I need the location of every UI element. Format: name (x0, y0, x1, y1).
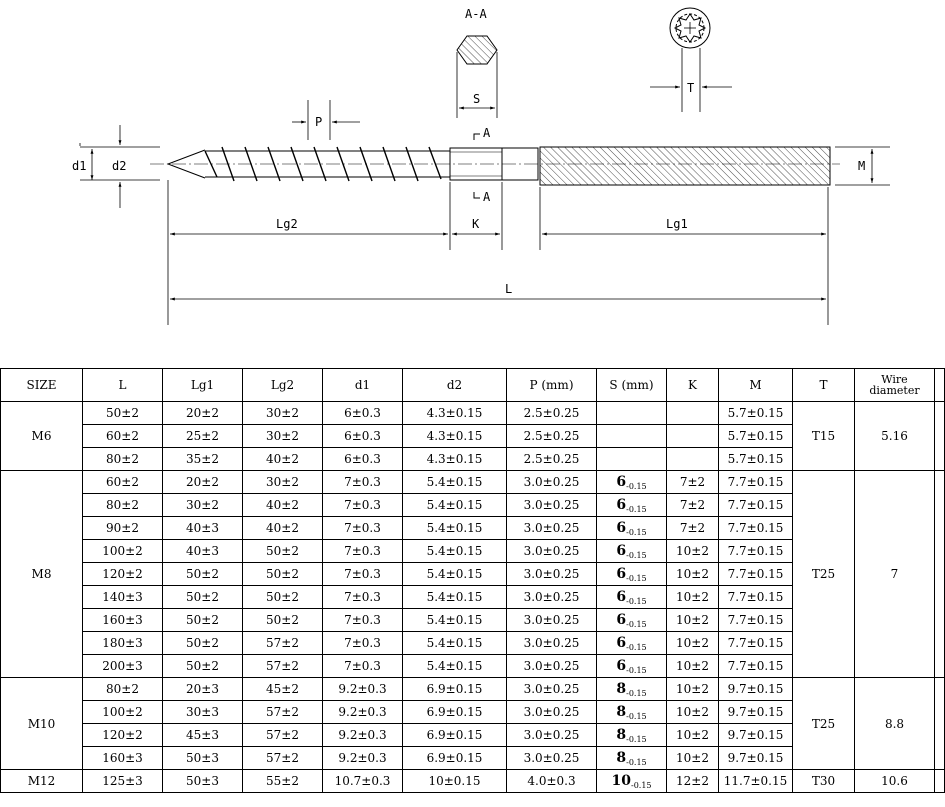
l-cell: 120±2 (83, 724, 163, 747)
lg2-cell: 40±2 (243, 448, 323, 471)
s-cell (597, 540, 667, 563)
k-cell: 10±2 (667, 609, 719, 632)
l-cell: 80±2 (83, 494, 163, 517)
m-cell: 7.7±0.15 (719, 586, 793, 609)
wire-diameter-cell: 5.16 (855, 402, 935, 471)
header-d2: d2 (403, 369, 507, 402)
k-cell: 10±2 (667, 540, 719, 563)
p-cell: 2.5±0.25 (507, 425, 597, 448)
l-cell: 50±2 (83, 402, 163, 425)
d1-cell: 7±0.3 (323, 609, 403, 632)
k-cell: 7±2 (667, 517, 719, 540)
header-wire-diameter (855, 369, 935, 402)
t-cell: T30 (793, 770, 855, 793)
l-cell: 100±2 (83, 701, 163, 724)
table-row (1, 678, 945, 701)
l-cell: 80±2 (83, 678, 163, 701)
p-cell: 3.0±0.25 (507, 655, 597, 678)
lg2-cell: 50±2 (243, 540, 323, 563)
section-label: A-A (465, 7, 487, 21)
s-tolerance: -0.15 (626, 504, 647, 514)
p-cell: 3.0±0.25 (507, 609, 597, 632)
d1-cell: 6±0.3 (323, 425, 403, 448)
k-cell: 7±2 (667, 494, 719, 517)
s-value: 6 (616, 588, 627, 605)
m-cell: 7.7±0.15 (719, 494, 793, 517)
l-cell: 140±3 (83, 586, 163, 609)
s-tolerance: -0.15 (626, 665, 647, 675)
torx-head-icon (670, 8, 710, 48)
p-cell: 4.0±0.3 (507, 770, 597, 793)
s-tolerance: -0.15 (626, 619, 647, 629)
s-value: 6 (616, 611, 627, 628)
s-cell (597, 632, 667, 655)
p-cell: 3.0±0.25 (507, 471, 597, 494)
d2-cell: 6.9±0.15 (403, 724, 507, 747)
d1-cell: 7±0.3 (323, 563, 403, 586)
header-s: S (mm) (597, 369, 667, 402)
s-value: 8 (616, 703, 627, 720)
d2-cell: 5.4±0.15 (403, 655, 507, 678)
wire-diameter-cell: 7 (855, 471, 935, 678)
s-cell (597, 747, 667, 770)
table-row (1, 471, 945, 494)
t-cell: T25 (793, 678, 855, 770)
lg2-cell: 30±2 (243, 471, 323, 494)
m-cell: 7.7±0.15 (719, 471, 793, 494)
s-value: 10 (611, 772, 631, 789)
m-cell: 9.7±0.15 (719, 678, 793, 701)
section-mark-bottom: A (483, 190, 491, 204)
lg2-cell: 57±2 (243, 655, 323, 678)
d2-cell: 4.3±0.15 (403, 402, 507, 425)
d2-cell: 5.4±0.15 (403, 563, 507, 586)
s-tolerance: -0.15 (626, 688, 647, 698)
lg2-cell: 50±2 (243, 586, 323, 609)
s-cell (597, 701, 667, 724)
header-p: P (mm) (507, 369, 597, 402)
d1-cell: 7±0.3 (323, 586, 403, 609)
s-value: 6 (616, 473, 627, 490)
s-cell (597, 471, 667, 494)
s-cell (597, 425, 667, 448)
header-wire-line2: diameter (869, 384, 920, 397)
lg2-cell: 40±2 (243, 517, 323, 540)
m-cell: 7.7±0.15 (719, 655, 793, 678)
s-cell (597, 402, 667, 425)
header-size: SIZE (1, 369, 83, 402)
m-cell: 5.7±0.15 (719, 425, 793, 448)
k-cell: 10±2 (667, 655, 719, 678)
header-overflow (935, 369, 945, 402)
s-cell (597, 563, 667, 586)
size-cell: M6 (1, 402, 83, 471)
p-cell: 3.0±0.25 (507, 678, 597, 701)
p-cell: 3.0±0.25 (507, 632, 597, 655)
d1-cell: 6±0.3 (323, 448, 403, 471)
lg2-cell: 50±2 (243, 563, 323, 586)
edge-cell (935, 770, 945, 793)
p-cell: 3.0±0.25 (507, 517, 597, 540)
p-cell: 2.5±0.25 (507, 402, 597, 425)
d1-cell: 9.2±0.3 (323, 724, 403, 747)
p-label: P (315, 115, 323, 129)
d1-cell: 9.2±0.3 (323, 747, 403, 770)
lg1-cell: 30±2 (163, 494, 243, 517)
d2-cell: 10±0.15 (403, 770, 507, 793)
hexagon-section (457, 36, 497, 64)
lg1-cell: 35±2 (163, 448, 243, 471)
m-cell: 11.7±0.15 (719, 770, 793, 793)
p-cell: 3.0±0.25 (507, 494, 597, 517)
d2-cell: 6.9±0.15 (403, 701, 507, 724)
section-mark-top: A (483, 126, 491, 140)
lg1-cell: 50±3 (163, 747, 243, 770)
l-cell: 60±2 (83, 471, 163, 494)
m-cell: 7.7±0.15 (719, 517, 793, 540)
lg2-cell: 50±2 (243, 609, 323, 632)
s-tolerance: -0.15 (626, 573, 647, 583)
wire-diameter-cell: 8.8 (855, 678, 935, 770)
size-cell: M10 (1, 678, 83, 770)
s-value: 8 (616, 749, 627, 766)
k-cell: 10±2 (667, 747, 719, 770)
s-cell (597, 494, 667, 517)
s-cell (597, 655, 667, 678)
k-cell: 10±2 (667, 586, 719, 609)
t-label: T (687, 81, 695, 95)
l-cell: 90±2 (83, 517, 163, 540)
d1-label: d1 (72, 159, 87, 173)
m-cell: 9.7±0.15 (719, 747, 793, 770)
m-cell: 9.7±0.15 (719, 724, 793, 747)
l-cell: 125±3 (83, 770, 163, 793)
l-cell: 160±3 (83, 747, 163, 770)
d1-cell: 9.2±0.3 (323, 701, 403, 724)
lg1-cell: 40±3 (163, 517, 243, 540)
size-cell: M8 (1, 471, 83, 678)
header-lg1: Lg1 (163, 369, 243, 402)
table-row (1, 402, 945, 425)
s-tolerance: -0.15 (626, 527, 647, 537)
lg1-cell: 50±2 (163, 609, 243, 632)
s-cell (597, 609, 667, 632)
p-cell: 3.0±0.25 (507, 747, 597, 770)
l-cell: 80±2 (83, 448, 163, 471)
s-cell (597, 586, 667, 609)
k-cell (667, 425, 719, 448)
lg1-cell: 20±2 (163, 471, 243, 494)
lg2-cell: 57±2 (243, 747, 323, 770)
k-cell (667, 448, 719, 471)
s-cell (597, 448, 667, 471)
l-cell: 100±2 (83, 540, 163, 563)
d2-cell: 5.4±0.15 (403, 494, 507, 517)
s-tolerance: -0.15 (626, 734, 647, 744)
s-cell (597, 517, 667, 540)
wire-diameter-cell: 10.6 (855, 770, 935, 793)
lg1-cell: 50±2 (163, 563, 243, 586)
table-header-row (1, 369, 945, 402)
header-k: K (667, 369, 719, 402)
s-tolerance: -0.15 (626, 757, 647, 767)
header-lg2: Lg2 (243, 369, 323, 402)
header-m: M (719, 369, 793, 402)
lg2-cell: 40±2 (243, 494, 323, 517)
m-cell: 5.7±0.15 (719, 402, 793, 425)
d2-cell: 5.4±0.15 (403, 609, 507, 632)
d2-cell: 4.3±0.15 (403, 425, 507, 448)
s-value: 8 (616, 726, 627, 743)
d2-cell: 6.9±0.15 (403, 747, 507, 770)
p-cell: 3.0±0.25 (507, 540, 597, 563)
size-cell: M12 (1, 770, 83, 793)
d1-cell: 7±0.3 (323, 655, 403, 678)
k-cell: 10±2 (667, 632, 719, 655)
s-tolerance: -0.15 (630, 780, 652, 790)
lg1-label: Lg1 (666, 217, 688, 231)
k-cell (667, 402, 719, 425)
m-label: M (858, 159, 866, 173)
p-cell: 3.0±0.25 (507, 724, 597, 747)
lg2-cell: 57±2 (243, 632, 323, 655)
edge-cell (935, 471, 945, 678)
l-cell: 120±2 (83, 563, 163, 586)
m-cell: 7.7±0.15 (719, 609, 793, 632)
k-label: K (472, 217, 480, 231)
screw-body (80, 147, 840, 185)
l-cell: 180±3 (83, 632, 163, 655)
lg2-cell: 45±2 (243, 678, 323, 701)
spec-table (0, 368, 945, 793)
edge-cell (935, 402, 945, 471)
table-row (1, 770, 945, 793)
l-cell: 200±3 (83, 655, 163, 678)
k-cell: 10±2 (667, 701, 719, 724)
s-tolerance: -0.15 (626, 642, 647, 652)
d2-cell: 5.4±0.15 (403, 586, 507, 609)
t-cell: T25 (793, 471, 855, 678)
lg2-label: Lg2 (276, 217, 298, 231)
lg1-cell: 45±3 (163, 724, 243, 747)
d1-cell: 7±0.3 (323, 471, 403, 494)
k-cell: 12±2 (667, 770, 719, 793)
m-cell: 9.7±0.15 (719, 701, 793, 724)
lg1-cell: 20±3 (163, 678, 243, 701)
header-wire-line1: Wire (881, 373, 908, 386)
d2-cell: 5.4±0.15 (403, 517, 507, 540)
table-body (1, 402, 945, 793)
d1-cell: 7±0.3 (323, 494, 403, 517)
s-tolerance: -0.15 (626, 596, 647, 606)
d2-cell: 6.9±0.15 (403, 678, 507, 701)
d1-cell: 10.7±0.3 (323, 770, 403, 793)
l-label: L (505, 282, 513, 296)
d1-cell: 7±0.3 (323, 517, 403, 540)
edge-cell (935, 678, 945, 770)
header-t: T (793, 369, 855, 402)
d2-cell: 5.4±0.15 (403, 632, 507, 655)
p-cell: 3.0±0.25 (507, 563, 597, 586)
d1-cell: 7±0.3 (323, 632, 403, 655)
lg2-cell: 57±2 (243, 701, 323, 724)
lg2-cell: 30±2 (243, 402, 323, 425)
s-value: 6 (616, 657, 627, 674)
l-cell: 60±2 (83, 425, 163, 448)
s-value: 6 (616, 542, 627, 559)
screw-technical-drawing (0, 0, 945, 360)
d2-cell: 5.4±0.15 (403, 540, 507, 563)
lg1-cell: 50±2 (163, 586, 243, 609)
p-cell: 2.5±0.25 (507, 448, 597, 471)
lg2-cell: 30±2 (243, 425, 323, 448)
l-cell: 160±3 (83, 609, 163, 632)
lg1-cell: 50±3 (163, 770, 243, 793)
s-cell (597, 770, 667, 793)
lg1-cell: 40±3 (163, 540, 243, 563)
s-tolerance: -0.15 (626, 550, 647, 560)
p-cell: 3.0±0.25 (507, 586, 597, 609)
s-value: 6 (616, 565, 627, 582)
lg2-cell: 57±2 (243, 724, 323, 747)
header-l: L (83, 369, 163, 402)
d2-cell: 5.4±0.15 (403, 471, 507, 494)
d1-cell: 6±0.3 (323, 402, 403, 425)
lg2-cell: 55±2 (243, 770, 323, 793)
s-cell (597, 678, 667, 701)
s-label: S (473, 92, 481, 106)
k-cell: 10±2 (667, 724, 719, 747)
d2-label: d2 (112, 159, 127, 173)
s-value: 6 (616, 496, 627, 513)
d2-cell: 4.3±0.15 (403, 448, 507, 471)
s-cell (597, 724, 667, 747)
s-value: 6 (616, 519, 627, 536)
m-cell: 7.7±0.15 (719, 540, 793, 563)
m-cell: 7.7±0.15 (719, 563, 793, 586)
lg1-cell: 50±2 (163, 655, 243, 678)
k-cell: 10±2 (667, 678, 719, 701)
d1-cell: 7±0.3 (323, 540, 403, 563)
k-cell: 7±2 (667, 471, 719, 494)
lg1-cell: 50±2 (163, 632, 243, 655)
lg1-cell: 30±3 (163, 701, 243, 724)
s-value: 8 (616, 680, 627, 697)
s-value: 6 (616, 634, 627, 651)
m-cell: 7.7±0.15 (719, 632, 793, 655)
lg1-cell: 20±2 (163, 402, 243, 425)
p-cell: 3.0±0.25 (507, 701, 597, 724)
t-cell: T15 (793, 402, 855, 471)
s-tolerance: -0.15 (626, 481, 647, 491)
d1-cell: 9.2±0.3 (323, 678, 403, 701)
lg1-cell: 25±2 (163, 425, 243, 448)
header-d1: d1 (323, 369, 403, 402)
k-cell: 10±2 (667, 563, 719, 586)
s-tolerance: -0.15 (626, 711, 647, 721)
m-cell: 5.7±0.15 (719, 448, 793, 471)
